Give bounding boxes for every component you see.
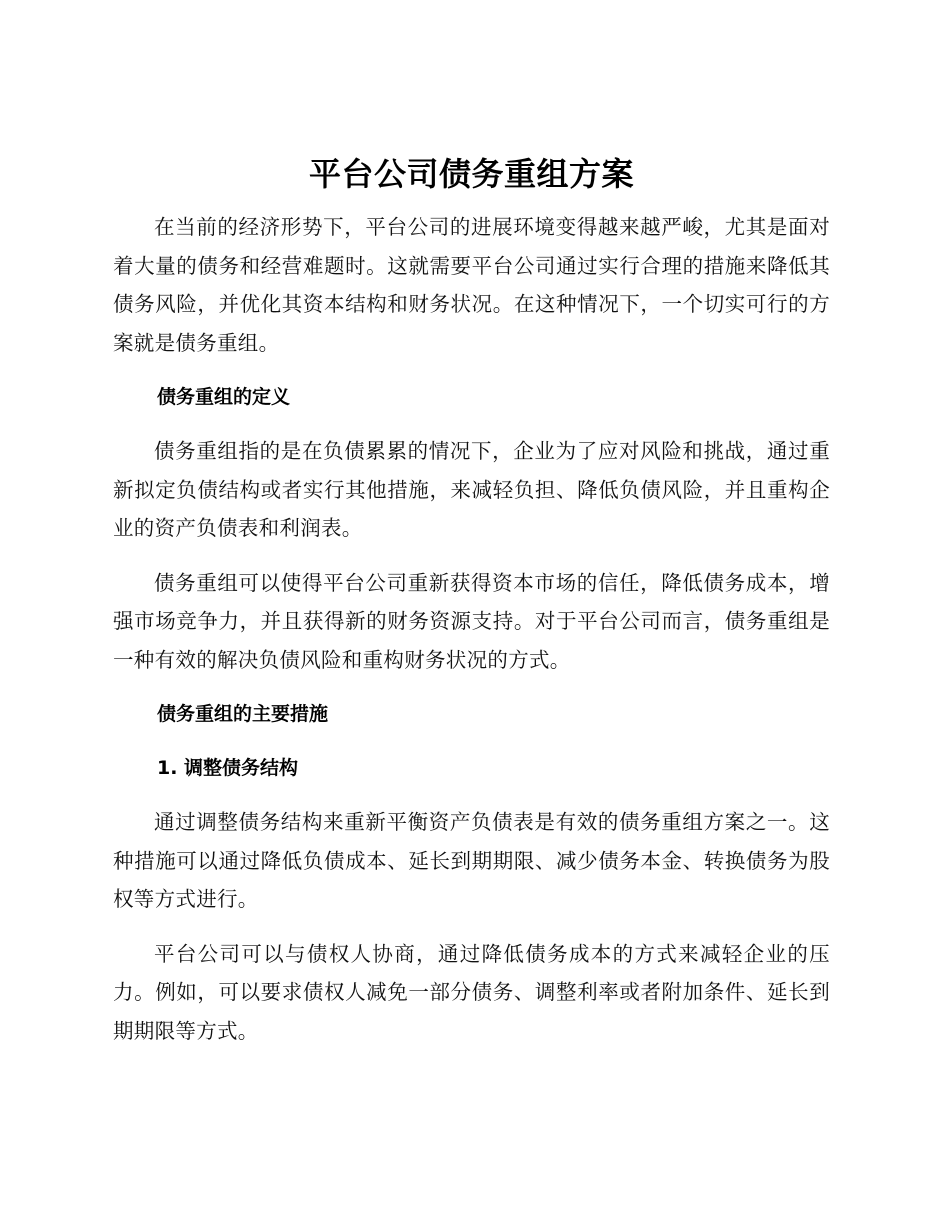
paragraph-definition: 债务重组指的是在负债累累的情况下，企业为了应对风险和挑战，通过重新拟定负债结构或者实行其他措施，来减轻负担、降低负债风险，并且重构企业的资产负债表和利润表。 xyxy=(113,439,830,540)
section-heading-definition: 债务重组的定义 xyxy=(157,386,291,408)
paragraph-benefits: 债务重组可以使得平台公司重新获得资本市场的信任，降低债务成本，增强市场竞争力，并且获得新的财务资源支持。对于平台公司而言，债务重组是一种有效的解决负债风险和重构财务状况的方式。 xyxy=(113,570,830,672)
paragraph-adjust-structure: 通过调整债务结构来重新平衡资产负债表是有效的债务重组方案之一。这种措施可以通过降低负债成本、延长到期期限、减少债务本金、转换债务为股权等方式进行。 xyxy=(113,810,830,911)
paragraph-intro: 在当前的经济形势下，平台公司的进展环境变得越来越严峻，尤其是面对着大量的债务和经营难题时。这就需要平台公司通过实行合理的措施来降低其债务风险，并优化其资本结构和财务状况。在这种情况下，一个切实可行的方案就是债务重组。 xyxy=(113,215,830,355)
paragraph-negotiate-creditors: 平台公司可以与债权人协商，通过降低债务成本的方式来减轻企业的压力。例如，可以要求债权人减免一部分债务、调整利率或者附加条件、延长到期期限等方式。 xyxy=(113,941,830,1043)
document-title: 平台公司债务重组方案 xyxy=(308,155,634,193)
section-heading-measures: 债务重组的主要措施 xyxy=(157,703,329,725)
subsection-heading-adjust-structure: 1. 调整债务结构 xyxy=(157,757,299,779)
